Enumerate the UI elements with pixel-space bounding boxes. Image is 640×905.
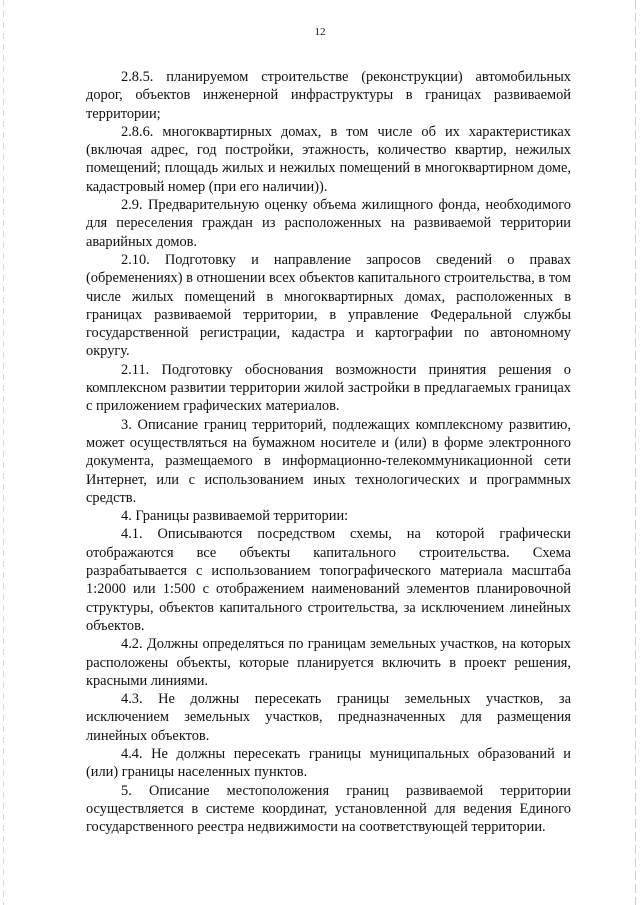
document-body [86, 68, 571, 836]
paragraph-2-11: 2.11. Подготовку обоснования возможности принятия решения о комплексном развитии территории жилой застройки в предлагаемых границах с приложением графических материалов. [86, 361, 571, 415]
paragraph-4: 4. Границы развиваемой территории: [121, 508, 349, 525]
paragraph-3: 3. Описание границ территорий, подлежащих комплексному развитию, может осуществляться на бумажном носителе и (или) в форме электронного документа, размещаемого в информационно-телекоммуникационной сети Интернет, или с использованием иных технологических и программных средств. [86, 416, 571, 506]
paragraph-2-10: 2.10. Подготовку и направление запросов сведений о правах (обременениях) в отношении всех объектов капитального строительства, в том числе жилых помещений в многоквартирных домах, расположенных в границах развиваемой территории, в управление Федеральной службы государственной регистрации, кадастра и картографии по автономному округу. [86, 251, 571, 360]
page-number: 12 [314, 26, 326, 38]
paragraph-2-9: 2.9. Предварительную оценку объема жилищного фонда, необходимого для переселения граждан из расположенных на развиваемой территории аварийных домов. [86, 197, 571, 250]
scan-edge-right [635, 0, 636, 905]
paragraph-4-1: 4.1. Описываются посредством схемы, на которой графически отображаются все объекты капитального строительства. Схема разрабатывается с использованием топографического материала масштаба 1:2000 или 1:500 с отображением наименований элементов планировочной структуры, объектов капитального строительства, за исключением линейных объектов. [86, 526, 571, 634]
paragraph-4-2: 4.2. Должны определяться по границам земельных участков, на которых расположены объекты, которые планируется включить в проект решения, красными линиями. [86, 636, 571, 689]
paragraph-5: 5. Описание местоположения границ развиваемой территории осуществляется в системе координат, установленной для ведения Единого государственного реестра недвижимости на соответствующей территории. [86, 782, 571, 836]
scan-edge-left [3, 0, 4, 905]
paragraph-2-8-6: 2.8.6. многоквартирных домах, в том числе об их характеристиках (включая адрес, год постройки, этажность, количество квартир, нежилых помещений; площадь жилых и нежилых помещений в многоквартирном доме, кадастровый номер (при его наличии)). [86, 123, 571, 195]
paragraph-4-4: 4.4. Не должны пересекать границы муниципальных образований и (или) границы населенных пунктов. [86, 745, 571, 781]
paragraph-4-3: 4.3. Не должны пересекать границы земельных участков, за исключением земельных участков, предназначенных для размещения линейных объектов. [86, 691, 571, 744]
paragraph-2-8-5: 2.8.5. планируемом строительстве (реконструкции) автомобильных дорог, объектов инженерной инфраструктуры в границах развиваемой территории; [86, 69, 571, 122]
